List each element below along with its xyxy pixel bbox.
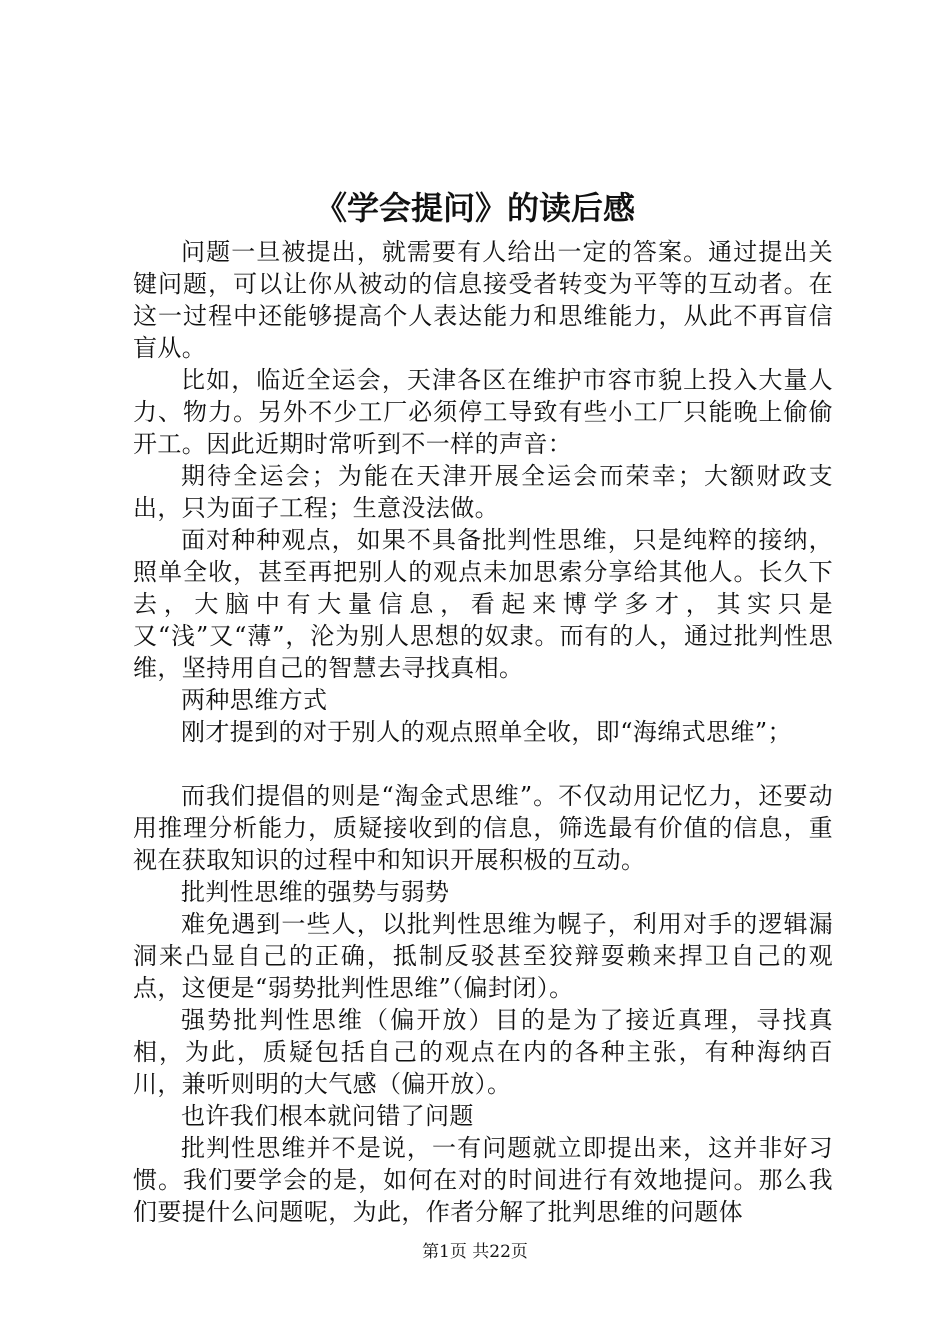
paragraph: 面对种种观点，如果不具备批判性思维，只是纯粹的接纳，照单全收，甚至再把别人的观点未加思索分享给其他人。长久下去，大脑中有大量信息，看起来博学多才，其实只是又“浅”又“薄”，沦为别人思想的奴隶。而有的人，通过批判性思维，坚持用自己的智慧去寻找真相。 bbox=[133, 526, 833, 682]
paragraph: 问题一旦被提出，就需要有人给出一定的答案。通过提出关键问题，可以让你从被动的信息接受者转变为平等的互动者。在这一过程中还能够提高个人表达能力和思维能力，从此不再盲信盲从。 bbox=[133, 238, 833, 362]
section-heading: 批判性思维的强势与弱势 bbox=[181, 878, 450, 906]
paragraph: 刚才提到的对于别人的观点照单全收，即“海绵式思维”； bbox=[181, 718, 792, 746]
paragraph: 而我们提倡的则是“淘金式思维”。不仅动用记忆力，还要动用推理分析能力，质疑接收到的信息，筛选最有价值的信息，重视在获取知识的过程中和知识开展积极的互动。 bbox=[133, 782, 833, 874]
blank-line bbox=[133, 748, 833, 780]
paragraph: 强势批判性思维（偏开放）目的是为了接近真理，寻找真相，为此，质疑包括自己的观点在内的各种主张，有种海纳百川，兼听则明的大气感（偏开放）。 bbox=[133, 1006, 833, 1098]
paragraph: 比如，临近全运会，天津各区在维护市容市貌上投入大量人力、物力。另外不少工厂必须停工导致有些小工厂只能晚上偷偷开工。因此近期时常听到不一样的声音： bbox=[133, 366, 833, 458]
paragraph: 难免遇到一些人，以批判性思维为幌子，利用对手的逻辑漏洞来凸显自己的正确，抵制反驳甚至狡辩耍赖来捍卫自己的观点，这便是“弱势批判性思维”（偏封闭）。 bbox=[133, 910, 833, 1002]
paragraph: 期待全运会；为能在天津开展全运会而荣幸；大额财政支出，只为面子工程；生意没法做。 bbox=[133, 462, 833, 522]
section-heading: 也许我们根本就问错了问题 bbox=[181, 1102, 474, 1130]
page-number: 第1页 共22页 bbox=[422, 1242, 528, 1262]
document-body bbox=[133, 236, 833, 1228]
document-title: 《学会提问》的读后感 bbox=[314, 189, 635, 227]
section-heading: 两种思维方式 bbox=[181, 686, 328, 714]
paragraph: 批判性思维并不是说，一有问题就立即提出来，这并非好习惯。我们要学会的是，如何在对的时间进行有效地提问。那么我们要提什么问题呢，为此，作者分解了批判思维的问题体 bbox=[133, 1134, 833, 1226]
